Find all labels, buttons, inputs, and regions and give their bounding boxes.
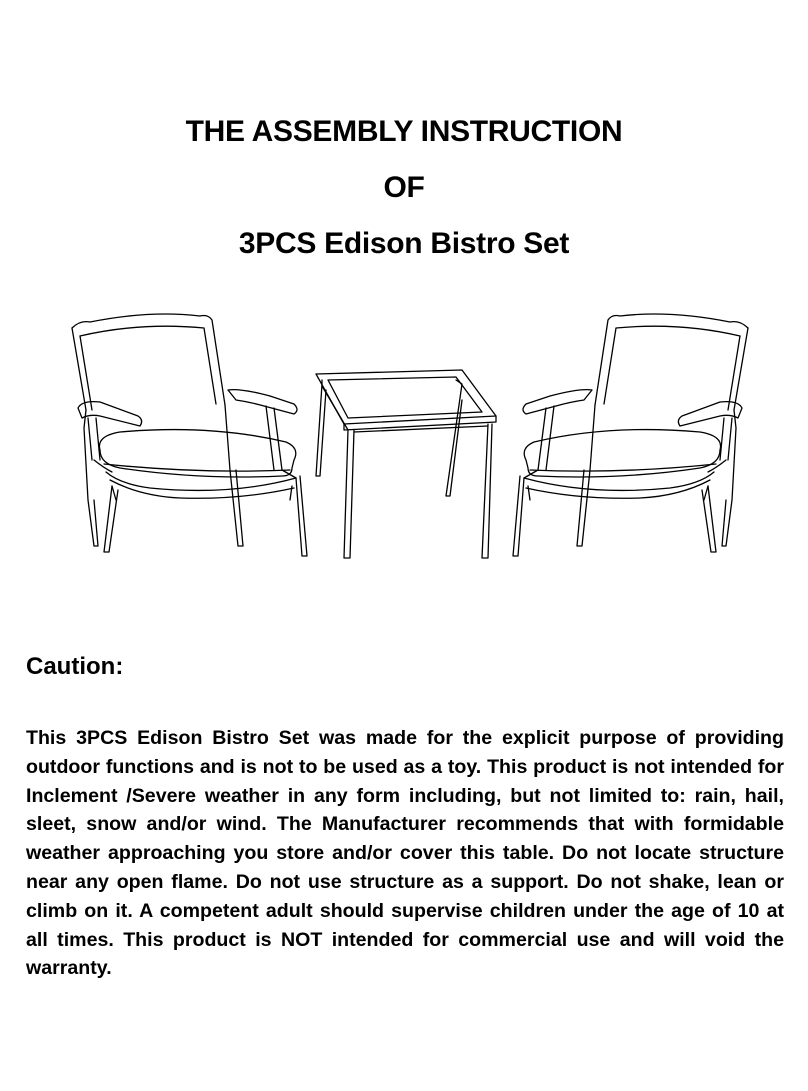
document-title (0, 104, 808, 272)
caution-paragraph: This 3PCS Edison Bistro Set was made for the explicit purpose of providing outdoor functions and is not to be used as a toy. This product is not intended for Inclement /Severe weather in any form including, but not limited to: rain, hail, sleet, snow and/or wind. The Manufacturer recommends that with formidable weather approaching you store and/or cover this table. Do not locate structure near any open flame. Do not use structure as a support. Do not shake, lean or climb on it. A competent adult should supervise children under the age of 10 at all times. This product is NOT intended for commercial use and will void the warranty. (26, 727, 784, 980)
caution-heading: Caution: (26, 653, 124, 680)
title-line-1: THE ASSEMBLY INSTRUCTION (185, 115, 623, 148)
bistro-set-illustration (60, 300, 760, 600)
bistro-table-illustration (316, 370, 496, 558)
armchair-left-illustration (72, 314, 307, 556)
title-line-2: OF (383, 171, 425, 204)
armchair-right-illustration (513, 314, 748, 556)
title-line-3: 3PCS Edison Bistro Set (238, 227, 570, 260)
